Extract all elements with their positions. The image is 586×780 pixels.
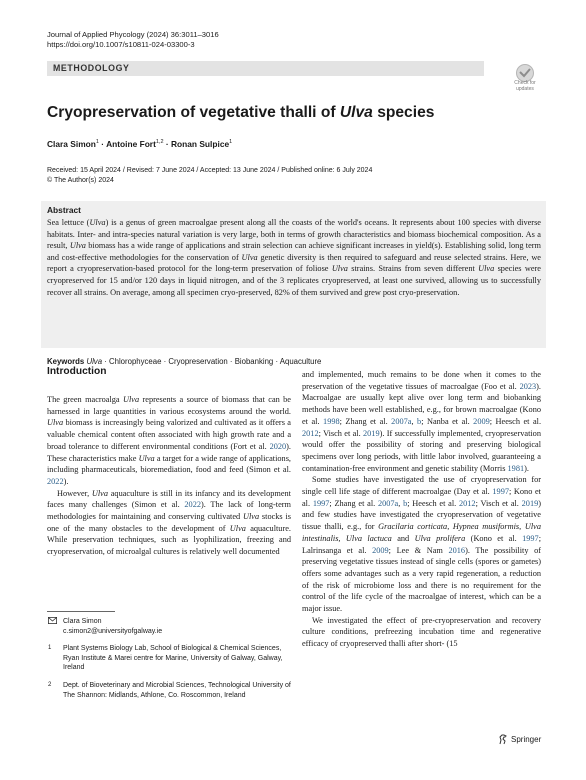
keyword: Cryopreservation	[168, 357, 228, 366]
abstract-text: Sea lettuce (Ulva) is a genus of green macroalgae present along all the coasts of the world's oceans. It represents about 100 species with diverse habitats. Inter- and intra-species natural variation is very large, both in terms of growth characteristics and biomass biochemical composition. As a result, Ulva biomass has a wide range of applications and strain selection can achieve significant increases in yield(s). Establishing solid, long term and cost-effective methodologies for the conservation of Ulva genetic diversity is then required to safeguard and reuse selected strains. Here, we report a cryopreservation-based protocol for the long-term preservation of foliose Ulva strains. Strains from seven different Ulva species were cryopreserved for 15 and/or 120 days in liquid nitrogen, and of the 3 replicates cryopreserved, at least one survived, allowing us to successfully recover all strains. On average, among all specimen cryo-preserved, 82% of them survived and grew post cryo-preservation.	[47, 218, 541, 297]
keyword-separator: ·	[227, 357, 235, 366]
dates-history: Received: 15 April 2024 / Revised: 7 June 2024 / Accepted: 13 June 2024 / Published online: 6 July 2024	[47, 167, 373, 174]
publisher-name: Springer	[511, 735, 542, 744]
keywords-heading: Keywords	[47, 357, 87, 366]
intro-paragraph-5: We investigated the effect of pre-cryopreservation and recovery culture conditions, prefreezing incubation time and regenerative efficacy of cryopreserved thalli after short- (15	[302, 615, 541, 649]
intro-right-column	[302, 369, 541, 650]
keyword: Aquaculture	[279, 357, 322, 366]
introduction-heading: Introduction	[47, 366, 107, 377]
keyword: Biobanking	[234, 357, 274, 366]
intro-paragraph-1: The green macroalga Ulva represents a source of biomass that can be harnessed in large quantities in various ecosystems around the world. Ulva biomass is increasingly being valorized and cultivated as it offers a valuable chemical content often associated with high growth rate and a broad tolerance to different environmental conditions (Fort et al. 2020). These characteristics make Ulva a target for a wide range of applications, including pharmaceuticals, bioremediation, food and feed (Simon et al. 2022).	[47, 395, 291, 486]
keyword-separator: ·	[161, 357, 169, 366]
contact-name: Clara Simon	[63, 618, 102, 625]
springer-horse-icon	[498, 734, 508, 745]
author-name[interactable]: Clara Simon$^1$	[47, 138, 99, 149]
intro-paragraph-3: and implemented, much remains to be done when it comes to the preservation of the vegetative tissues of macroalgae (Foo et al. 2023). Macroalgae are usually kept alive over long term and biobanking methods have been well established, e.g., for brown macroalgae (Kono et al. 1998; Zhang et al. 2007a, b; Nanba et al. 2009; Heesch et al. 2012; Visch et al. 2019). If successfully implemented, cryopreservation would offer the possibility of storing and preserving biological specimens over long periods, with little labor involved, guaranteeing a contamination-free environment and genetic stability (Morris 1981).	[302, 370, 542, 473]
contact-email[interactable]: c.simon2@universityofgalway.ie	[63, 627, 163, 635]
keyword-separator: ·	[273, 357, 280, 366]
author-affiliation-mark: 1,2	[155, 139, 164, 145]
affiliation-1: 1 Plant Systems Biology Lab, School of Biological & Chemical Sciences, Ryan Institute & Marei centre for Marine, University of Galway, Galway, Ireland	[48, 645, 283, 672]
author-name[interactable]: Antoine Fort$^{1,2}$	[106, 138, 164, 149]
journal-citation: Journal of Applied Phycology (2024) 36:3011–3016	[47, 30, 219, 39]
journal-doi[interactable]: https://doi.org/10.1007/s10811-024-03300-3	[47, 40, 195, 49]
keyword-separator: ·	[102, 357, 109, 366]
author-affiliation-mark: 1	[95, 139, 99, 145]
journal-header	[47, 30, 219, 50]
contact-footnote	[47, 617, 291, 636]
publication-dates	[47, 166, 372, 185]
intro-paragraph-2: However, Ulva aquaculture is still in its infancy and its development faces many challenges (Simon et al. 2022). The lack of long-term methodologies for maintaining and conserving cultivated Ulva stocks is one of the many obstacles to the development of Ulva aquaculture. While preservation techniques, such as lyophilization, freezing and cryopreservation, of microalgal cultures is relatively well documented	[47, 488, 291, 557]
keyword: Ulva	[86, 357, 103, 366]
copyright: © The Author(s) 2024	[47, 176, 114, 184]
author-list	[47, 136, 232, 150]
intro-paragraph-4: Some studies have investigated the use of cryopreservation for single cell life stage of different macroalgae (Day et al. 1997; Kono et al. 1997; Zhang et al. 2007a, b; Heesch et al. 2012; Visch et al. 2019) and few studies have investigated the cryopreservation of vegetative tissue thalli, e.g., for Gracilaria corticata, Hypnea musiformis, Ulva intestinalis, Ulva lactuca and Ulva prolifera (Kono et al. 1997; Lalrinsanga et al. 2009; Lee & Nam 2016). The possibility of preserving vegetative tissues instead of single cells (spores or gametes) offers some advantages such as a very rapid regeneration, a reduction of the risk of microbiome loss and there is no requirement for the control of the life cycle of the macroalgae of interest, which can be a major issue.	[302, 475, 541, 614]
abstract-heading: Abstract	[47, 205, 81, 215]
publisher-logo	[498, 734, 541, 746]
footnotes	[47, 617, 291, 700]
author-separator: ·	[163, 138, 171, 149]
crossmark-label: Check for updates	[514, 80, 536, 92]
author-affiliation-mark: 1	[229, 139, 233, 145]
author-separator: ·	[98, 138, 107, 149]
section-label: METHODOLOGY	[53, 63, 130, 73]
keyword: Chlorophyceae	[108, 357, 162, 366]
author-name[interactable]: Ronan Sulpice$^1$	[170, 138, 233, 149]
envelope-icon	[48, 617, 57, 629]
footnote-rule	[47, 611, 115, 612]
article-title: Cryopreservation of vegetative thalli of Ulva species	[47, 104, 435, 121]
affiliation-2: 2 Dept. of Bioveterinary and Microbial Sciences, Technological University of The Shannon: Midlands, Athlone, Co. Roscommon, Ireland	[48, 681, 291, 699]
intro-left-column	[47, 394, 291, 558]
